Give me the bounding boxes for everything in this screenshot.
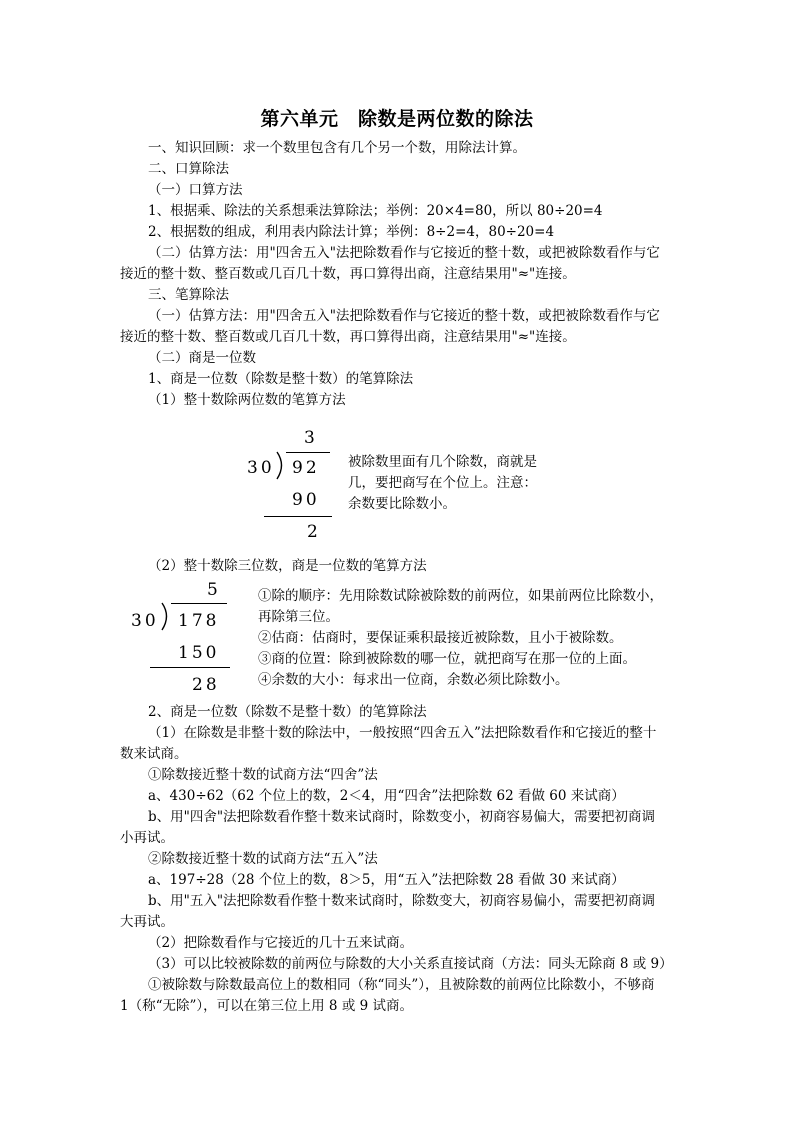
division-bracket xyxy=(161,603,173,631)
quotient: 3 xyxy=(304,428,318,448)
division-bracket xyxy=(276,452,288,480)
text-line: ②除数接近整十数的试商方法“五入”法 xyxy=(148,851,378,867)
text-line: 三、笔算除法 xyxy=(148,287,229,303)
text-line: 小再试。 xyxy=(120,830,174,846)
text-line: ①被除数与除数最高位上的数相同（称“同头”），且被除数的前两位比除数小，不够商 xyxy=(148,977,655,993)
quotient: 5 xyxy=(207,580,221,600)
text-line: （一）估算方法：用"四舍五入"法把除数看作与它接近的整十数，或把被除数看作与它 xyxy=(148,308,660,324)
note-line: ①除的顺序：先用除数试除被除数的前两位，如果前两位比除数小， xyxy=(258,588,663,604)
text-line: 2、商是一位数（除数不是整十数）的笔算除法 xyxy=(148,704,427,720)
divisor: 30 xyxy=(131,611,159,631)
note-line: ④余数的大小：每求出一位商，余数必须比除数小。 xyxy=(258,672,569,688)
text-line: 接近的整十数、整百数或几百几十数，再口算得出商，注意结果用"≈"连接。 xyxy=(120,329,576,345)
text-line: b、用"四舍"法把除数看作整十数来试商时，除数变小，初商容易偏大，需要把初商调 xyxy=(148,809,656,825)
note-line: ②估商：估商时，要保证乘积最接近被除数，且小于被除数。 xyxy=(258,630,623,646)
dividend: 92 xyxy=(292,458,320,478)
note-line: 几，要把商写在个位上。注意： xyxy=(348,475,537,491)
division-bar xyxy=(171,603,227,604)
text-line: 2、根据数的组成，利用表内除法计算；举例：8÷2=4，80÷20=4 xyxy=(148,224,555,240)
product: 90 xyxy=(292,490,320,510)
note-line: 余数要比除数小。 xyxy=(348,496,456,512)
division-bar xyxy=(286,452,330,453)
text-line: 1、商是一位数（除数是整十数）的笔算除法 xyxy=(148,371,414,387)
subtraction-line xyxy=(264,516,332,517)
text-line: （3）可以比较被除数的前两位与除数的大小关系直接试商（方法：同头无除商 8 或 9） xyxy=(148,956,673,972)
text-line: a、197÷28（28 个位上的数，8＞5，用“五入”法把除数 28 看做 30 来试商） xyxy=(148,872,625,888)
text-line: b、用"五入"法把除数看作整十数来试商时，除数变大，初商容易偏小，需要把初商调 xyxy=(148,893,656,909)
note-line: 被除数里面有几个除数，商就是 xyxy=(348,454,537,470)
note-line: 再除第三位。 xyxy=(258,609,339,625)
text-line: ①除数接近整十数的试商方法“四舍”法 xyxy=(148,767,378,783)
text-line: 数来试商。 xyxy=(120,746,188,762)
dividend: 178 xyxy=(178,611,220,631)
text-line: （1）在除数是非整十数的除法中，一般按照“四舍五入”法把除数看作和它接近的整十 xyxy=(148,725,657,741)
text-line: （一）口算方法 xyxy=(148,182,243,198)
product: 150 xyxy=(178,643,220,663)
remainder: 2 xyxy=(307,522,321,542)
page-title: 第六单元 除数是两位数的除法 xyxy=(260,108,534,130)
text-line: 大再试。 xyxy=(120,914,174,930)
note-line: ③商的位置：除到被除数的哪一位，就把商写在那一位的上面。 xyxy=(258,651,636,667)
text-line: （1）整十数除两位数的笔算方法 xyxy=(148,392,346,408)
text-line: （二）估算方法：用"四舍五入"法把除数看作与它接近的整十数，或把被除数看作与它 xyxy=(148,245,660,261)
remainder: 28 xyxy=(192,675,220,695)
text-line: 1、根据乘、除法的关系想乘法算除法；举例：20×4=80，所以 80÷20=4 xyxy=(148,203,603,219)
subtraction-line xyxy=(150,667,230,668)
text-line: 1（称“无除”），可以在第三位上用 8 或 9 试商。 xyxy=(120,998,413,1014)
text-line: （二）商是一位数 xyxy=(148,350,256,366)
text-line: a、430÷62（62 个位上的数，2＜4，用“四舍”法把除数 62 看做 60 来试商） xyxy=(148,788,625,804)
text-line: 接近的整十数、整百数或几百几十数，再口算得出商，注意结果用"≈"连接。 xyxy=(120,266,576,282)
divisor: 30 xyxy=(247,458,275,478)
text-line: 二、口算除法 xyxy=(148,161,229,177)
text-line: （2）整十数除三位数，商是一位数的笔算方法 xyxy=(148,558,427,574)
text-line: （2）把除数看作与它接近的几十五来试商。 xyxy=(148,935,414,951)
text-line: 一、知识回顾：求一个数里包含有几个另一个数，用除法计算。 xyxy=(148,140,526,156)
